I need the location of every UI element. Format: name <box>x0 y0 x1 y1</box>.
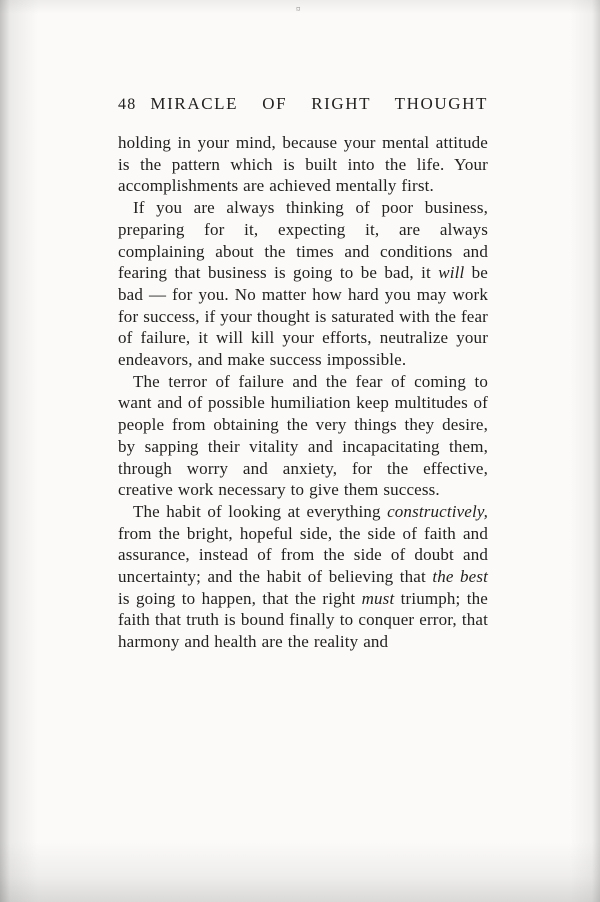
text-run: If you are always thinking of poor business, preparing for it, expecting it, are always complaining about the times and conditions and fearing that business is going to be bad, it <box>118 198 488 283</box>
text-run: holding in your mind, because your mental attitude is the pattern which is built into the life. Your accomplishments are achieved mentally first. <box>118 133 488 196</box>
text-run-italic: constructively, <box>387 501 488 521</box>
paragraph <box>118 197 488 371</box>
text-run-italic: will <box>438 263 465 283</box>
text-run: triumph; the faith that truth is bound finally to conquer error, that harmony and health are the reality and <box>118 588 488 652</box>
paragraph <box>118 132 488 197</box>
text-run-italic: the best <box>432 567 488 587</box>
paragraph <box>118 371 488 501</box>
page-header <box>118 94 488 114</box>
text-run: from the bright, hopeful side, the side of faith and assurance, instead of from the side of doubt and uncertainty; and the habit of believing that <box>118 523 488 587</box>
text-run-italic: must <box>361 588 395 608</box>
scan-artifact: ¤ <box>296 4 301 14</box>
body-text <box>118 132 488 653</box>
text-block <box>118 94 488 653</box>
running-title: MIRACLE OF RIGHT THOUGHT <box>150 94 488 113</box>
text-run: The terror of failure and the fear of coming to want and of possible humiliation keep multitudes of people from obtaining the very things they desire, by sapping their vitality and incapacitating them, through worry and anxiety, for the effective, creative work necessary to give them success. <box>118 371 488 500</box>
page-number: 48 <box>118 96 137 113</box>
text-run: The habit of looking at everything <box>133 501 388 521</box>
paragraph <box>118 501 488 653</box>
text-run: be bad — for you. No matter how hard you may work for success, if your thought is saturated with the fear of failure, it will kill your efforts, neutralize your endeavors, and make success impossible. <box>118 263 488 370</box>
text-run: is going to happen, that the right <box>118 588 362 608</box>
